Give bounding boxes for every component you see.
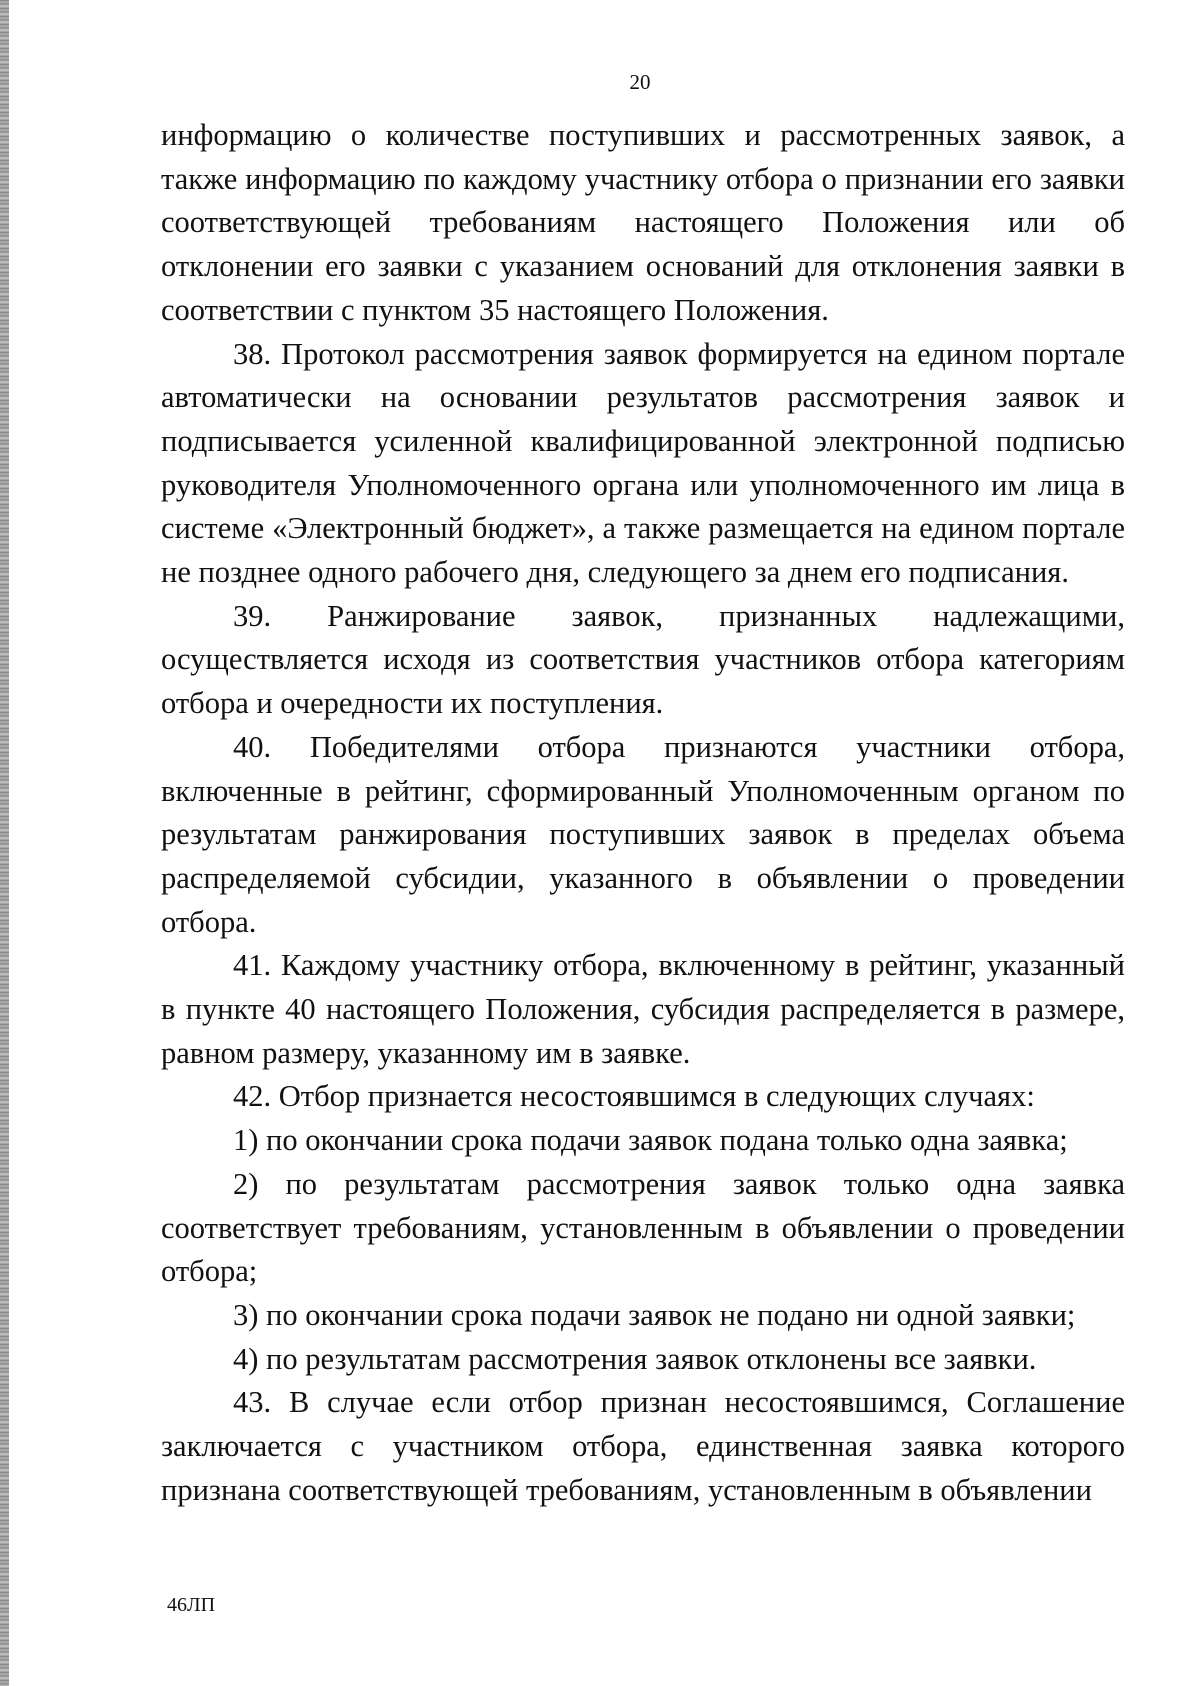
list-item-4: 4) по результатам рассмотрения заявок отклонены все заявки. <box>233 1341 1037 1376</box>
paragraph-38: 38. Протокол рассмотрения заявок формируется на едином портале автоматически на основании результатов рассмотрения заявок и подписывается усиленной квалифицированной электронной подписью руководителя Уполномоченного органа или уполномоченного им лица в системе «Электронный бюджет», а также размещается на едином портале не позднее одного рабочего дня, следующего за днем его подписания. <box>161 336 1125 590</box>
paragraph-40: 40. Победителями отбора признаются участники отбора, включенные в рейтинг, сформированный Уполномоченным органом по результатам ранжирования поступивших заявок в пределах объема распределяемой субсидии, указанного в объявлении о проведении отбора. <box>161 729 1125 939</box>
paragraph-continuation: информацию о количестве поступивших и рассмотренных заявок, а также информацию по каждому участнику отбора о признании его заявки соответствующей требованиям настоящего Положения или об отклонении его заявки с указанием оснований для отклонения заявки в соответствии с пунктом 35 настоящего Положения. <box>161 118 1125 327</box>
scan-edge <box>0 0 9 1686</box>
paragraph-39: 39. Ранжирование заявок, признанных надлежащими, осуществляется исходя из соответствия участников отбора категориям отбора и очередности их поступления. <box>161 598 1125 721</box>
document-body <box>161 114 1125 1513</box>
footer-code: 46ЛП <box>167 1594 216 1616</box>
page-number: 20 <box>629 70 651 94</box>
list-item-2: 2) по результатам рассмотрения заявок только одна заявка соответствует требованиям, установленным в объявлении о проведении отбора; <box>161 1166 1125 1289</box>
list-item-1: 1) по окончании срока подачи заявок подана только одна заявка; <box>233 1123 1068 1158</box>
list-item-3: 3) по окончании срока подачи заявок не подано ни одной заявки; <box>233 1297 1076 1332</box>
paragraph-43: 43. В случае если отбор признан несостоявшимся, Соглашение заключается с участником отбора, единственная заявка которого признана соответствующей требованиям, установленным в объявлении <box>161 1385 1125 1507</box>
paragraph-41: 41. Каждому участнику отбора, включенному в рейтинг, указанный в пункте 40 настоящего Положения, субсидия распределяется в размере, равном размеру, указанному им в заявке. <box>161 948 1125 1070</box>
paragraph-42: 42. Отбор признается несостоявшимся в следующих случаях: <box>233 1079 1035 1114</box>
